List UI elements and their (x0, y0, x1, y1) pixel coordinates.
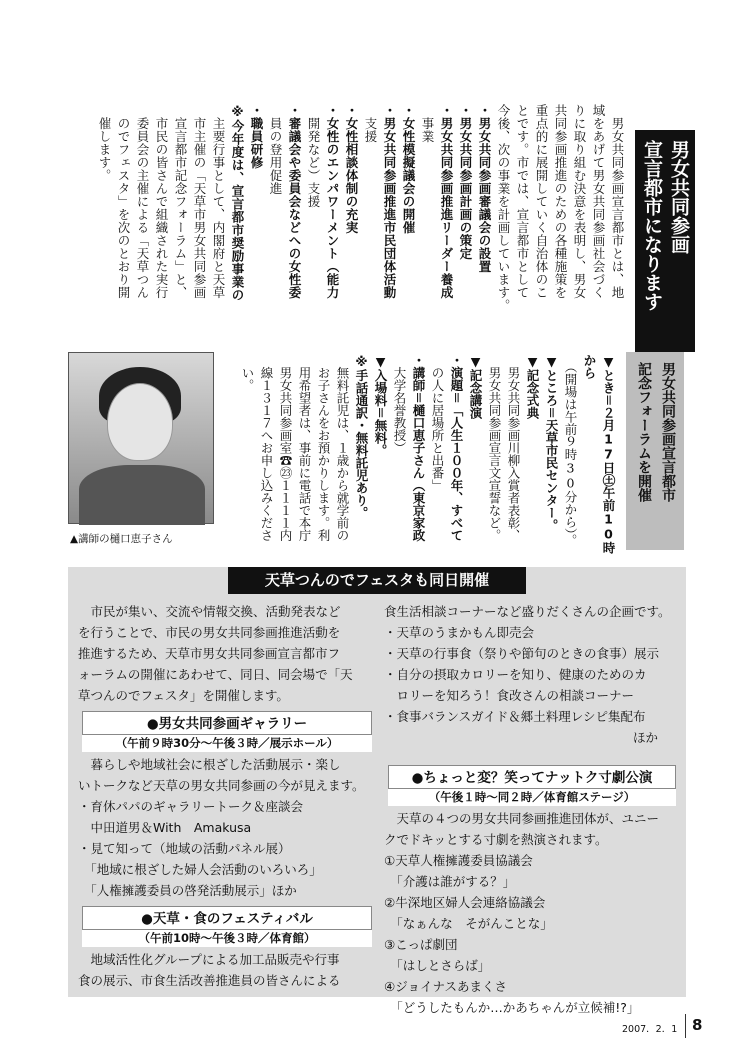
decl-body-line: 開発など）支援 (306, 104, 321, 208)
gallery-body (78, 754, 376, 901)
decl-body-line: ・男女共同参画推進リーダー養成 (439, 104, 454, 299)
decl-body-line: 重点的に展開していく自治体のこ (534, 104, 549, 299)
festa-left-column (78, 601, 376, 991)
skit-line: 「はしとさらば」 (384, 958, 491, 973)
food-line: 食の展示、市食生活改善推進員の皆さんによる (78, 973, 341, 988)
forum-body-line: の人に居場所と出番」 (430, 354, 445, 492)
food-etc: ほか (632, 730, 658, 745)
decl-body-line: りに取り組む決意を表明し、男女 (572, 104, 587, 299)
decl-body-line: ・審議会や委員会などへの女性委 (287, 104, 302, 299)
food-time: （午前10時〜午後３時／体育館） (82, 930, 372, 947)
food-body (78, 949, 376, 991)
skit-line: ②牛深地区婦人会連絡協議会 (384, 895, 546, 910)
photo-body (79, 465, 205, 525)
forum-body-line: 男女共同参画宣言文宣誓など。 (487, 354, 502, 542)
intro-line: 推進するため、天草市男女共同参画宣言都市フ (78, 646, 341, 661)
forum-body-line: お子さんをお預かりします。利 (316, 354, 331, 542)
intro-line: を行うことで、市民の男女共同参画推進活動を (78, 625, 341, 640)
forum-body-line: 大学名誉教授） (392, 354, 407, 454)
photo-face (107, 383, 173, 461)
decl-body-line: 宣言都市記念フォーラム」と、 (173, 104, 188, 299)
forum-title (626, 352, 684, 550)
gallery-line: ・見て知って（地域の活動パネル展） (78, 841, 291, 856)
decl-body-line: 域をあげて男女共同参画社会づく (591, 104, 606, 299)
skit-line: 「どうしたもんか…かあちゃんが立候補!?」 (384, 1000, 640, 1015)
gallery-time: （午前９時30分〜午後３時／展示ホール） (82, 735, 372, 752)
skit-body (384, 808, 680, 1018)
decl-body-line: 市民の皆さんで組織された実行 (154, 104, 169, 299)
gallery-line: ・育休パパのギャラリートーク＆座談会 (78, 799, 304, 814)
forum-body-line: ▼ところ＝天草市民センター。 (544, 354, 559, 532)
decl-body-line: ・男女共同参画推進市民団体活動 (382, 104, 397, 299)
forum-body-line: ・講師＝樋口恵子さん（東京家政 (411, 354, 426, 542)
skit-line: ③こっぱ劇団 (384, 937, 458, 952)
skit-line: ①天草人権擁護委員協議会 (384, 853, 533, 868)
gallery-line: 中田道男＆With Amakusa (78, 820, 252, 835)
food-heading: ●天草・食のフェスティバル (82, 906, 372, 930)
forum-body (226, 354, 618, 554)
foodcont-line: ・食事バランスガイド＆郷土料理レシピ集配布 (384, 709, 646, 724)
decl-body-line: 員の登用促進 (268, 104, 283, 195)
decl-body-line: 共同参画推進のための各種施策を (553, 104, 568, 299)
festa-title: 天草つんのでフェスタも同日開催 (228, 567, 526, 594)
gallery-heading: ●男女共同参画ギャラリー (82, 711, 372, 735)
skit-line: 天草の４つの男女共同参画推進団体が、ユニー (384, 811, 660, 826)
decl-body-line: 催します。 (97, 104, 112, 182)
forum-title-line: 男女共同参画宣言都市 (660, 362, 676, 502)
forum-title-line: 記念フォーラムを開催 (636, 362, 652, 502)
decl-body-line: 事業 (420, 104, 435, 143)
forum-body-line: 男女共同参画川柳入賞者表彰、 (506, 354, 521, 542)
skit-line: 「なぁんな そがんことな」 (384, 916, 553, 931)
food-cont-body (384, 601, 680, 727)
decl-body-line: のでフェスタ」を次のとおり開 (116, 104, 131, 299)
decl-body-line: とです。市では、宣言都市として (515, 104, 530, 299)
decl-body-line: ・女性模擬議会の開催 (401, 104, 416, 234)
skit-line: 「介護は誰がする？」 (384, 874, 516, 889)
foodcont-line: ・天草の行事食（祭りや節句のときの食事）展示 (384, 646, 660, 661)
forum-body-line: 無料託児は、１歳から就学前の (335, 354, 350, 542)
page-number: 8 (692, 1016, 703, 1034)
footer-date: 2007．2．1 (622, 1024, 678, 1035)
decl-body-line: ・職員研修 (249, 104, 264, 169)
decl-body-line: 男女共同参画宣言都市とは、地 (610, 104, 625, 299)
forum-body-line: い。 (240, 354, 255, 392)
gallery-line: 「地域に根ざした婦人会活動のいろいろ」 (78, 862, 322, 877)
gallery-line: 暮らしや地域社会に根ざした活動展示・楽し (78, 757, 341, 772)
intro-line: 市民が集い、交流や情報交換、活動発表など (78, 604, 341, 619)
intro-line: 草つんのでフェスタ」を開催します。 (78, 688, 289, 703)
forum-body-line: （開場は午前９時30分から）。 (563, 354, 578, 547)
forum-body-line: 用希望者は、事前に電話で本庁 (297, 354, 312, 542)
decl-body-line: 今後、次の事業を計画しています。 (496, 104, 511, 312)
forum-body-line: ※手話通訳・無料託児あり。 (354, 354, 369, 519)
declaration-title-line: 男女共同参画 (668, 140, 690, 254)
forum-body-line: ・演題＝「人生１００年、すべて (449, 354, 464, 542)
festa-intro (78, 601, 376, 706)
forum-body-line: ▼入場料＝無料。 (373, 354, 388, 457)
decl-body-line: ・男女共同参画審議会の設置 (477, 104, 492, 273)
decl-body-line: 市主催の「天草市男女共同参画 (192, 104, 207, 299)
footer-divider (685, 1014, 686, 1038)
foodcont-line: ロリーを知ろう！食改さんの相談コーナー (384, 688, 635, 703)
decl-body-line: ・女性相談体制の充実 (344, 104, 359, 234)
food-line: 地域活性化グループによる加工品販売や行事 (78, 952, 340, 967)
decl-body-line: ※今年度は、宣言都市奨励事業の (230, 104, 245, 302)
gallery-line: 「人権擁護委員の啓発活動展示」ほか (78, 883, 297, 898)
festa-right-column (384, 601, 680, 1018)
decl-body-line: 主要行事として、内閣府と天草 (211, 104, 226, 299)
gallery-line: いトークなど天草の男女共同参画の今が見えます。 (78, 778, 365, 793)
decl-body-line: ・女性のエンパワーメント（能力 (325, 104, 340, 299)
forum-body-line: ▼記念式典 (525, 354, 540, 419)
forum-body-line: 男女共同参画室☎㉓１１１１内 (278, 354, 293, 542)
decl-body-line: ・男女共同参画計画の策定 (458, 104, 473, 260)
declaration-title-line: 宣言都市になります (641, 140, 663, 311)
forum-body-line: 線１３１７へお申し込みくださ (259, 354, 274, 542)
declaration-title (635, 130, 695, 352)
speaker-photo (68, 352, 214, 524)
skit-heading: ●ちょっと変？笑ってナットク寸劇公演 (388, 765, 676, 789)
decl-body-line: 支援 (363, 104, 378, 143)
skit-line: ④ジョイナスあまくさ (384, 979, 507, 994)
festa-section (68, 567, 686, 1015)
decl-body-line: 委員会の主催による「天草つん (135, 104, 150, 299)
skit-time: （午後１時〜同２時／体育館ステージ） (388, 789, 676, 806)
forum-body-line: ▼とき＝２月17日㊏午前10時から (582, 354, 616, 554)
declaration-body (67, 104, 627, 368)
foodcont-line: ・天草のうまかもん即売会 (384, 625, 535, 640)
intro-line: ォーラムの開催にあわせて、同日、同会場で「天 (78, 667, 353, 682)
forum-body-line: ▼記念講演 (468, 354, 483, 419)
declaration-section (60, 98, 695, 370)
foodcont-line: 食生活相談コーナーなど盛りだくさんの企画です。 (384, 604, 671, 619)
photo-caption: ▲講師の樋口恵子さん (70, 533, 173, 545)
foodcont-line: ・自分の摂取カロリーを知り、健康のためのカ (384, 667, 647, 682)
skit-line: クでドキッとする寸劇を熱演されます。 (384, 832, 608, 847)
